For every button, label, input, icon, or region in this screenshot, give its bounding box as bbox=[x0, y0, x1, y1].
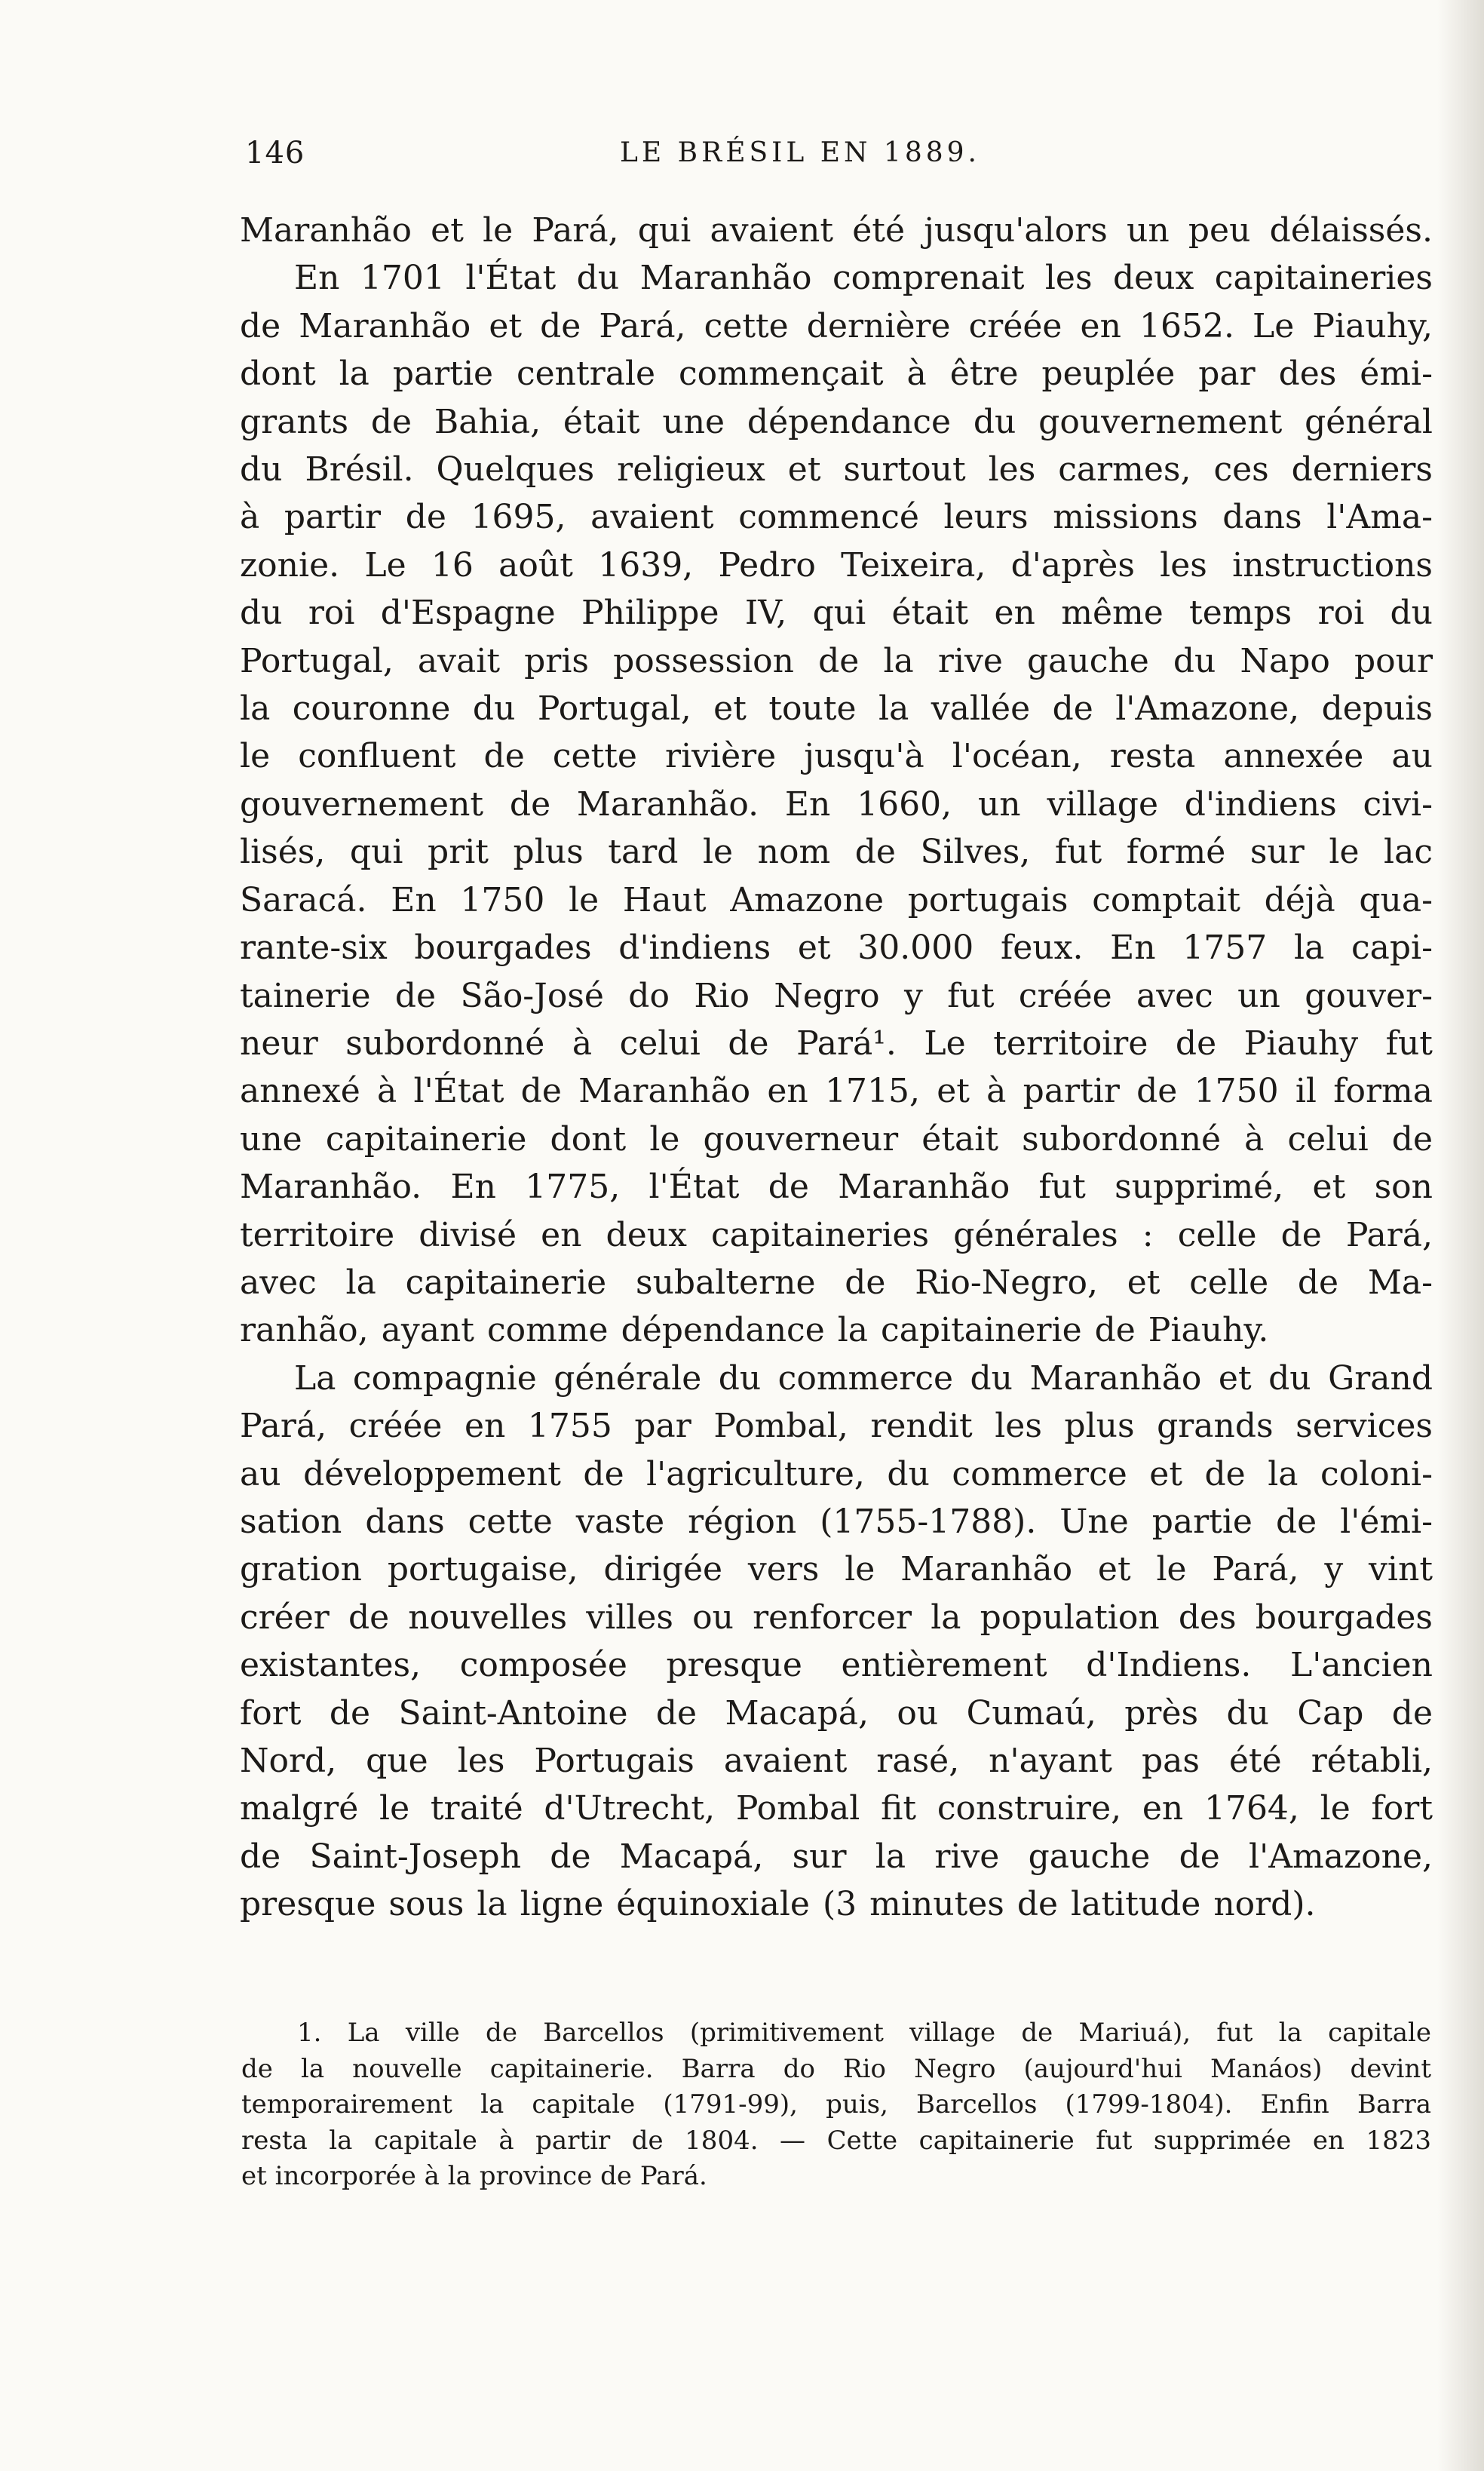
running-head bbox=[245, 136, 1410, 189]
text-line: avec la capitainerie subalterne de Rio-Negro, et celle de Ma- bbox=[240, 1263, 1433, 1302]
footnote-line: et incorporée à la province de Pará. bbox=[241, 2161, 707, 2191]
text-line: malgré le traité d'Utrecht, Pombal fit construire, en 1764, le fort bbox=[240, 1789, 1433, 1828]
text-line: sation dans cette vaste région (1755-1788). Une partie de l'émi- bbox=[240, 1502, 1433, 1541]
text-line: du Brésil. Quelques religieux et surtout les carmes, ces derniers bbox=[240, 450, 1433, 490]
footnote-line: resta la capitale à partir de 1804. — Cette capitainerie fut supprimée en 1823 bbox=[241, 2125, 1431, 2156]
text-line: fort de Saint-Antoine de Macapá, ou Cumaú, près du Cap de bbox=[240, 1693, 1433, 1733]
text-line: de Maranhão et de Pará, cette dernière créée en 1652. Le Piauhy, bbox=[240, 306, 1433, 345]
text-line: au développement de l'agriculture, du commerce et de la coloni- bbox=[240, 1454, 1433, 1493]
text-line: Saracá. En 1750 le Haut Amazone portugais comptait déjà qua- bbox=[240, 880, 1433, 919]
text-line: du roi d'Espagne Philippe IV, qui était en même temps roi du bbox=[240, 594, 1433, 633]
text-line: tainerie de São-José do Rio Negro y fut créée avec un gouver- bbox=[240, 976, 1433, 1015]
text-line: Portugal, avait pris possession de la rive gauche du Napo pour bbox=[240, 641, 1433, 680]
text-line: de Saint-Joseph de Macapá, sur la rive gauche de l'Amazone, bbox=[240, 1837, 1433, 1876]
text-line: neur subordonné à celui de Pará¹. Le territoire de Piauhy fut bbox=[240, 1024, 1433, 1063]
running-title: LE BRÉSIL EN 1889. bbox=[620, 137, 980, 168]
text-line: Maranhão et le Pará, qui avaient été jusqu'alors un peu délaissés. bbox=[240, 211, 1433, 250]
text-line: rante-six bourgades d'indiens et 30.000 feux. En 1757 la capi- bbox=[240, 929, 1433, 968]
text-line: gration portugaise, dirigée vers le Maranhão et le Pará, y vint bbox=[240, 1550, 1433, 1589]
page-edge-shadow bbox=[1437, 0, 1484, 2471]
text-line: à partir de 1695, avaient commencé leurs missions dans l'Ama- bbox=[240, 498, 1433, 537]
text-line: le confluent de cette rivière jusqu'à l'océan, resta annexée au bbox=[240, 737, 1433, 776]
text-line: gouvernement de Maranhão. En 1660, un village d'indiens civi- bbox=[240, 784, 1433, 824]
text-line: la couronne du Portugal, et toute la vallée de l'Amazone, depuis bbox=[240, 689, 1433, 729]
text-line: zonie. Le 16 août 1639, Pedro Teixeira, d'après les instructions bbox=[240, 545, 1433, 585]
text-line: lisés, qui prit plus tard le nom de Silves, fut formé sur le lac bbox=[240, 833, 1433, 872]
text-line: grants de Bahia, était une dépendance du gouvernement général bbox=[240, 402, 1433, 441]
text-line: dont la partie centrale commençait à être peuplée par des émi- bbox=[240, 355, 1433, 394]
text-line: annexé à l'État de Maranhão en 1715, et à partir de 1750 il forma bbox=[240, 1072, 1433, 1111]
body-text bbox=[240, 207, 1433, 1929]
text-line: territoire divisé en deux capitaineries générales : celle de Pará, bbox=[240, 1215, 1433, 1254]
text-line: presque sous la ligne équinoxiale (3 minutes de latitude nord). bbox=[240, 1885, 1316, 1924]
text-line: existantes, composée presque entièrement d'Indiens. L'ancien bbox=[240, 1646, 1433, 1685]
footnote-line: 1. La ville de Barcellos (primitivement village de Mariuá), fut la capitale bbox=[297, 2018, 1431, 2048]
text-line: créer de nouvelles villes ou renforcer la population des bourgades bbox=[240, 1598, 1433, 1637]
text-line: En 1701 l'État du Maranhão comprenait les deux capitaineries bbox=[294, 259, 1433, 298]
text-line: une capitainerie dont le gouverneur était subordonné à celui de bbox=[240, 1119, 1433, 1159]
footnote-line: temporairement la capitale (1791-99), puis, Barcellos (1799-1804). Enfin Barra bbox=[241, 2089, 1431, 2120]
text-line: Nord, que les Portugais avaient rasé, n'ayant pas été rétabli, bbox=[240, 1742, 1433, 1780]
text-line: Maranhão. En 1775, l'État de Maranhão fut supprimé, et son bbox=[240, 1168, 1433, 1207]
text-line: La compagnie générale du commerce du Maranhão et du Grand bbox=[294, 1358, 1433, 1398]
page-number: 146 bbox=[245, 136, 305, 170]
text-line: Pará, créée en 1755 par Pombal, rendit les plus grands services bbox=[240, 1407, 1433, 1446]
footnote-line: de la nouvelle capitainerie. Barra do Rio Negro (aujourd'hui Manáos) devint bbox=[241, 2053, 1431, 2084]
text-line: ranhão, ayant comme dépendance la capitainerie de Piauhy. bbox=[240, 1311, 1269, 1350]
footnotes bbox=[241, 2015, 1431, 2195]
